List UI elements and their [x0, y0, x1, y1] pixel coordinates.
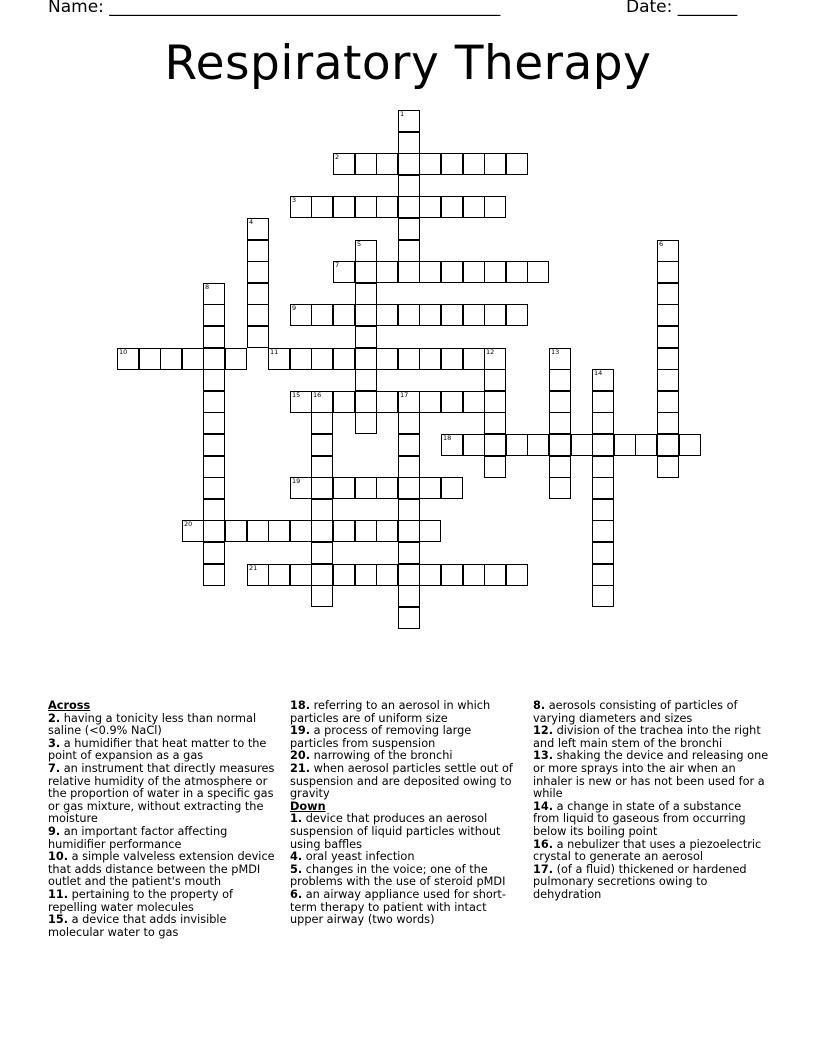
clue-text: a process of removing large particles from suspension: [290, 724, 472, 750]
clue-text: narrowing of the bronchi: [310, 749, 453, 763]
grid-cell[interactable]: [376, 520, 398, 542]
clue-number: 2.: [48, 711, 61, 725]
clue-text: (of a fluid) thickened or hardened pulmonary secretions owing to dehydration: [533, 862, 747, 901]
grid-cell[interactable]: [592, 585, 614, 607]
clue-number: 4.: [290, 850, 303, 864]
grid-cell[interactable]: [484, 304, 506, 326]
clue-number: 6.: [290, 887, 303, 901]
grid-cell[interactable]: [398, 434, 420, 456]
grid-cell[interactable]: [182, 348, 204, 370]
grid-cell[interactable]: [203, 477, 225, 499]
grid-cell[interactable]: [203, 412, 225, 434]
clue-text: a device that adds invisible molecular water to gas: [48, 913, 227, 939]
grid-cell[interactable]: [441, 391, 463, 413]
clue-number: 20.: [290, 749, 311, 763]
clue-text: an instrument that directly measures relative humidity of the atmosphere or the proportion of water in a specific gas or gas mixture, without extracting the moisture: [48, 761, 275, 826]
grid-cell[interactable]: [657, 240, 679, 262]
grid-cell[interactable]: [333, 153, 355, 175]
grid-cell[interactable]: [376, 261, 398, 283]
grid-cell[interactable]: [355, 520, 377, 542]
grid-cell[interactable]: [268, 348, 290, 370]
across-clue: [48, 851, 280, 889]
grid-cell[interactable]: [247, 218, 269, 240]
grid-cell[interactable]: [549, 456, 571, 478]
grid-cell[interactable]: [441, 434, 463, 456]
grid-cell[interactable]: [592, 412, 614, 434]
grid-cell[interactable]: [311, 456, 333, 478]
grid-cell[interactable]: [441, 196, 463, 218]
grid-cell[interactable]: [203, 304, 225, 326]
grid-cell[interactable]: [484, 564, 506, 586]
grid-cell[interactable]: [355, 261, 377, 283]
grid-cell[interactable]: [657, 456, 679, 478]
grid-cell[interactable]: [441, 564, 463, 586]
grid-cell[interactable]: [376, 564, 398, 586]
grid-cell[interactable]: [398, 240, 420, 262]
grid-cell[interactable]: [398, 456, 420, 478]
across-clue: [290, 763, 522, 801]
clue-number: 13.: [533, 749, 554, 763]
grid-cell[interactable]: [657, 412, 679, 434]
clue-number: 11: [270, 348, 279, 356]
clue-number: 4: [249, 218, 254, 226]
grid-cell[interactable]: [247, 240, 269, 262]
clue-number: 10.: [48, 850, 69, 864]
down-clue: [533, 750, 769, 800]
clue-text: oral yeast infection: [302, 850, 415, 864]
clue-text: an important factor affecting humidifier performance: [48, 824, 228, 851]
clue-text: a simple valveless extension device that adds distance between the pMDI outlet and the patient's mouth: [48, 850, 275, 889]
grid-cell[interactable]: [463, 304, 485, 326]
grid-cell[interactable]: [355, 369, 377, 391]
grid-cell[interactable]: [549, 369, 571, 391]
grid-cell[interactable]: [398, 607, 420, 629]
clue-number: 21: [249, 564, 258, 572]
grid-cell[interactable]: [290, 304, 312, 326]
grid-cell[interactable]: [398, 520, 420, 542]
grid-cell[interactable]: [657, 283, 679, 305]
grid-cell[interactable]: [657, 434, 679, 456]
clue-text: a change in state of a substance from liquid to gaseous from occurring below its boiling point: [533, 799, 746, 838]
grid-cell[interactable]: [463, 564, 485, 586]
clue-number: 15.: [48, 913, 69, 927]
clue-text: changes in the voice; one of the problems with the use of steroid pMDI: [290, 862, 506, 889]
grid-cell[interactable]: [419, 391, 441, 413]
grid-cell[interactable]: [203, 348, 225, 370]
grid-cell[interactable]: [355, 326, 377, 348]
clue-number: 17: [400, 391, 409, 399]
grid-cell[interactable]: [290, 348, 312, 370]
grid-cell[interactable]: [549, 391, 571, 413]
grid-cell[interactable]: [549, 477, 571, 499]
grid-cell[interactable]: [592, 369, 614, 391]
grid-cell[interactable]: [398, 175, 420, 197]
clue-text: a humidifier that heat matter to the point of expansion as a gas: [48, 736, 267, 763]
grid-cell[interactable]: [484, 391, 506, 413]
grid-cell[interactable]: [398, 110, 420, 132]
grid-cell[interactable]: [506, 153, 528, 175]
grid-cell[interactable]: [398, 477, 420, 499]
grid-cell[interactable]: [592, 434, 614, 456]
grid-cell[interactable]: [398, 153, 420, 175]
grid-cell[interactable]: [355, 304, 377, 326]
clue-number: 14: [594, 369, 603, 377]
grid-cell[interactable]: [398, 391, 420, 413]
grid-cell[interactable]: [592, 499, 614, 521]
clue-text: an airway appliance used for short-term therapy to patient with intact upper airway (two words): [290, 887, 506, 927]
grid-cell[interactable]: [355, 477, 377, 499]
grid-cell[interactable]: [657, 348, 679, 370]
across-clue: [48, 914, 280, 939]
across-clue: [48, 826, 280, 851]
across-clue: [48, 738, 280, 763]
grid-cell[interactable]: [527, 261, 549, 283]
clues-column-3: [533, 700, 769, 902]
clue-number: 18: [443, 434, 452, 442]
down-clue: [290, 864, 522, 889]
grid-cell[interactable]: [247, 304, 269, 326]
down-clue: [290, 889, 522, 927]
clue-number: 7.: [48, 761, 61, 775]
clue-number: 7: [335, 261, 340, 269]
name-field[interactable]: Name: ______________________________________________: [48, 0, 501, 17]
grid-cell[interactable]: [657, 326, 679, 348]
grid-cell[interactable]: [203, 326, 225, 348]
grid-cell[interactable]: [419, 304, 441, 326]
clue-number: 17.: [533, 862, 554, 876]
grid-cell[interactable]: [268, 564, 290, 586]
grid-cell[interactable]: [441, 477, 463, 499]
grid-cell[interactable]: [355, 564, 377, 586]
grid-cell[interactable]: [419, 564, 441, 586]
clue-number: 16: [313, 391, 322, 399]
grid-cell[interactable]: [419, 477, 441, 499]
grid-cell[interactable]: [398, 261, 420, 283]
grid-cell[interactable]: [203, 456, 225, 478]
grid-cell[interactable]: [247, 520, 269, 542]
grid-cell[interactable]: [311, 520, 333, 542]
grid-cell[interactable]: [549, 348, 571, 370]
down-clue: [533, 725, 769, 750]
clue-number: 3: [292, 196, 297, 204]
clue-number: 13: [551, 348, 560, 356]
grid-cell[interactable]: [203, 542, 225, 564]
clue-number: 3.: [48, 736, 61, 750]
clue-text: a nebulizer that uses a piezoelectric crystal to generate an aerosol: [533, 837, 762, 864]
grid-cell[interactable]: [571, 434, 593, 456]
grid-cell[interactable]: [463, 196, 485, 218]
clue-text: pertaining to the property of repelling water molecules: [48, 887, 233, 914]
grid-cell[interactable]: [484, 456, 506, 478]
grid-cell[interactable]: [247, 261, 269, 283]
grid-cell[interactable]: [398, 132, 420, 154]
clue-number: 8: [205, 283, 210, 291]
clue-number: 19: [292, 477, 301, 485]
clue-text: division of the trachea into the right and left main stem of the bronchi: [533, 724, 761, 750]
grid-cell[interactable]: [376, 304, 398, 326]
clue-number: 19.: [290, 724, 311, 738]
clue-number: 6: [659, 240, 664, 248]
grid-cell[interactable]: [398, 196, 420, 218]
grid-cell[interactable]: [463, 261, 485, 283]
grid-cell[interactable]: [398, 564, 420, 586]
grid-cell[interactable]: [139, 348, 161, 370]
across-clue: [48, 763, 280, 826]
across-clue: [48, 889, 280, 914]
grid-cell[interactable]: [441, 261, 463, 283]
clue-number: 10: [119, 348, 128, 356]
grid-cell[interactable]: [268, 520, 290, 542]
clue-number: 20: [184, 520, 193, 528]
clue-number: 14.: [533, 799, 554, 813]
clue-number: 11.: [48, 887, 69, 901]
grid-cell[interactable]: [484, 261, 506, 283]
grid-cell[interactable]: [355, 412, 377, 434]
grid-cell[interactable]: [506, 261, 528, 283]
grid-cell[interactable]: [247, 564, 269, 586]
across-clue: [290, 725, 522, 750]
down-clue: [533, 700, 769, 725]
grid-cell[interactable]: [311, 477, 333, 499]
grid-cell[interactable]: [463, 391, 485, 413]
grid-cell[interactable]: [333, 477, 355, 499]
grid-cell[interactable]: [333, 261, 355, 283]
grid-cell[interactable]: [398, 412, 420, 434]
grid-cell[interactable]: [614, 434, 636, 456]
grid-cell[interactable]: [355, 196, 377, 218]
grid-cell[interactable]: [203, 434, 225, 456]
grid-cell[interactable]: [398, 304, 420, 326]
clue-text: shaking the device and releasing one or more sprays into the air when an inhaler is new or has not been used for a while: [533, 749, 769, 801]
clue-text: referring to an aerosol in which particles are of uniform size: [290, 699, 491, 725]
grid-cell[interactable]: [398, 542, 420, 564]
grid-cell[interactable]: [311, 499, 333, 521]
clues-column-1: [48, 700, 280, 939]
grid-cell[interactable]: [247, 283, 269, 305]
grid-cell[interactable]: [484, 196, 506, 218]
grid-cell[interactable]: [333, 391, 355, 413]
grid-cell[interactable]: [657, 261, 679, 283]
down-clue: [290, 813, 522, 851]
grid-cell[interactable]: [463, 153, 485, 175]
clue-number: 21.: [290, 761, 311, 775]
down-heading: Down: [290, 799, 326, 813]
grid-cell[interactable]: [311, 585, 333, 607]
grid-cell[interactable]: [311, 348, 333, 370]
grid-cell[interactable]: [355, 240, 377, 262]
grid-cell[interactable]: [311, 434, 333, 456]
grid-cell[interactable]: [419, 153, 441, 175]
grid-cell[interactable]: [247, 326, 269, 348]
grid-cell[interactable]: [592, 391, 614, 413]
grid-cell[interactable]: [484, 348, 506, 370]
clue-number: 1.: [290, 812, 303, 826]
grid-cell[interactable]: [592, 520, 614, 542]
grid-cell[interactable]: [398, 348, 420, 370]
clue-number: 2: [335, 153, 340, 161]
clue-number: 16.: [533, 837, 554, 851]
grid-cell[interactable]: [290, 477, 312, 499]
grid-cell[interactable]: [441, 153, 463, 175]
clue-number: 12.: [533, 724, 554, 738]
grid-cell[interactable]: [549, 434, 571, 456]
grid-cell[interactable]: [333, 564, 355, 586]
grid-cell[interactable]: [333, 196, 355, 218]
across-clue: [290, 700, 522, 725]
grid-cell[interactable]: [398, 499, 420, 521]
grid-cell[interactable]: [484, 412, 506, 434]
grid-cell[interactable]: [484, 434, 506, 456]
clue-number: 5.: [290, 862, 303, 876]
grid-cell[interactable]: [160, 348, 182, 370]
grid-cell[interactable]: [355, 348, 377, 370]
grid-cell[interactable]: [203, 283, 225, 305]
grid-cell[interactable]: [419, 261, 441, 283]
clue-number: 5: [357, 240, 362, 248]
grid-cell[interactable]: [225, 520, 247, 542]
grid-cell[interactable]: [290, 520, 312, 542]
grid-cell[interactable]: [484, 153, 506, 175]
grid-cell[interactable]: [657, 391, 679, 413]
grid-cell[interactable]: [311, 412, 333, 434]
grid-cell[interactable]: [311, 196, 333, 218]
grid-cell[interactable]: [419, 348, 441, 370]
down-clue: [533, 801, 769, 839]
grid-cell[interactable]: [376, 348, 398, 370]
grid-cell[interactable]: [290, 196, 312, 218]
grid-cell[interactable]: [592, 564, 614, 586]
grid-cell[interactable]: [203, 520, 225, 542]
grid-cell[interactable]: [203, 369, 225, 391]
grid-cell[interactable]: [333, 348, 355, 370]
grid-cell[interactable]: [290, 564, 312, 586]
grid-cell[interactable]: [441, 348, 463, 370]
grid-cell[interactable]: [592, 456, 614, 478]
grid-cell[interactable]: [419, 520, 441, 542]
across-clue: [48, 713, 280, 738]
clue-text: aerosols consisting of particles of varying diameters and sizes: [533, 699, 738, 725]
clue-number: 8.: [533, 699, 546, 712]
page-title: Respiratory Therapy: [164, 36, 652, 91]
grid-cell[interactable]: [355, 391, 377, 413]
grid-cell[interactable]: [355, 283, 377, 305]
grid-cell[interactable]: [506, 564, 528, 586]
clue-text: when aerosol particles settle out of suspension and are deposited owing to gravity: [290, 761, 513, 801]
grid-cell[interactable]: [203, 391, 225, 413]
clue-text: having a tonicity less than normal saline (<0.9% NaCl): [48, 711, 257, 738]
grid-cell[interactable]: [311, 391, 333, 413]
grid-cell[interactable]: [506, 304, 528, 326]
grid-cell[interactable]: [679, 434, 701, 456]
grid-cell[interactable]: [333, 304, 355, 326]
grid-cell[interactable]: [290, 391, 312, 413]
grid-cell[interactable]: [463, 348, 485, 370]
grid-cell[interactable]: [311, 564, 333, 586]
grid-cell[interactable]: [657, 304, 679, 326]
grid-cell[interactable]: [376, 153, 398, 175]
grid-cell[interactable]: [398, 218, 420, 240]
grid-cell[interactable]: [506, 434, 528, 456]
clue-text: device that produces an aerosol suspension of liquid particles without using baffles: [290, 812, 501, 851]
across-heading: Across: [48, 699, 91, 712]
grid-cell[interactable]: [527, 434, 549, 456]
clue-number: 1: [400, 110, 405, 118]
grid-cell[interactable]: [419, 196, 441, 218]
grid-cell[interactable]: [376, 196, 398, 218]
clue-number: 15: [292, 391, 301, 399]
grid-cell[interactable]: [203, 499, 225, 521]
grid-cell[interactable]: [463, 434, 485, 456]
grid-cell[interactable]: [333, 520, 355, 542]
clues-column-2: [290, 700, 522, 927]
grid-cell[interactable]: [635, 434, 657, 456]
grid-cell[interactable]: [355, 153, 377, 175]
clue-number: 9.: [48, 824, 61, 838]
clue-number: 18.: [290, 699, 311, 712]
grid-cell[interactable]: [592, 477, 614, 499]
grid-cell[interactable]: [311, 304, 333, 326]
grid-cell[interactable]: [549, 412, 571, 434]
grid-cell[interactable]: [376, 391, 398, 413]
grid-cell[interactable]: [117, 348, 139, 370]
clue-number: 9: [292, 304, 297, 312]
down-clue: [533, 839, 769, 864]
grid-cell[interactable]: [376, 477, 398, 499]
grid-cell[interactable]: [592, 542, 614, 564]
grid-cell[interactable]: [225, 348, 247, 370]
clue-number: 12: [486, 348, 495, 356]
grid-cell[interactable]: [311, 542, 333, 564]
grid-cell[interactable]: [398, 585, 420, 607]
grid-cell[interactable]: [484, 369, 506, 391]
grid-cell[interactable]: [441, 304, 463, 326]
date-field[interactable]: Date: _______: [626, 0, 738, 17]
down-clue: [533, 864, 769, 902]
grid-cell[interactable]: [182, 520, 204, 542]
grid-cell[interactable]: [203, 564, 225, 586]
grid-cell[interactable]: [657, 369, 679, 391]
